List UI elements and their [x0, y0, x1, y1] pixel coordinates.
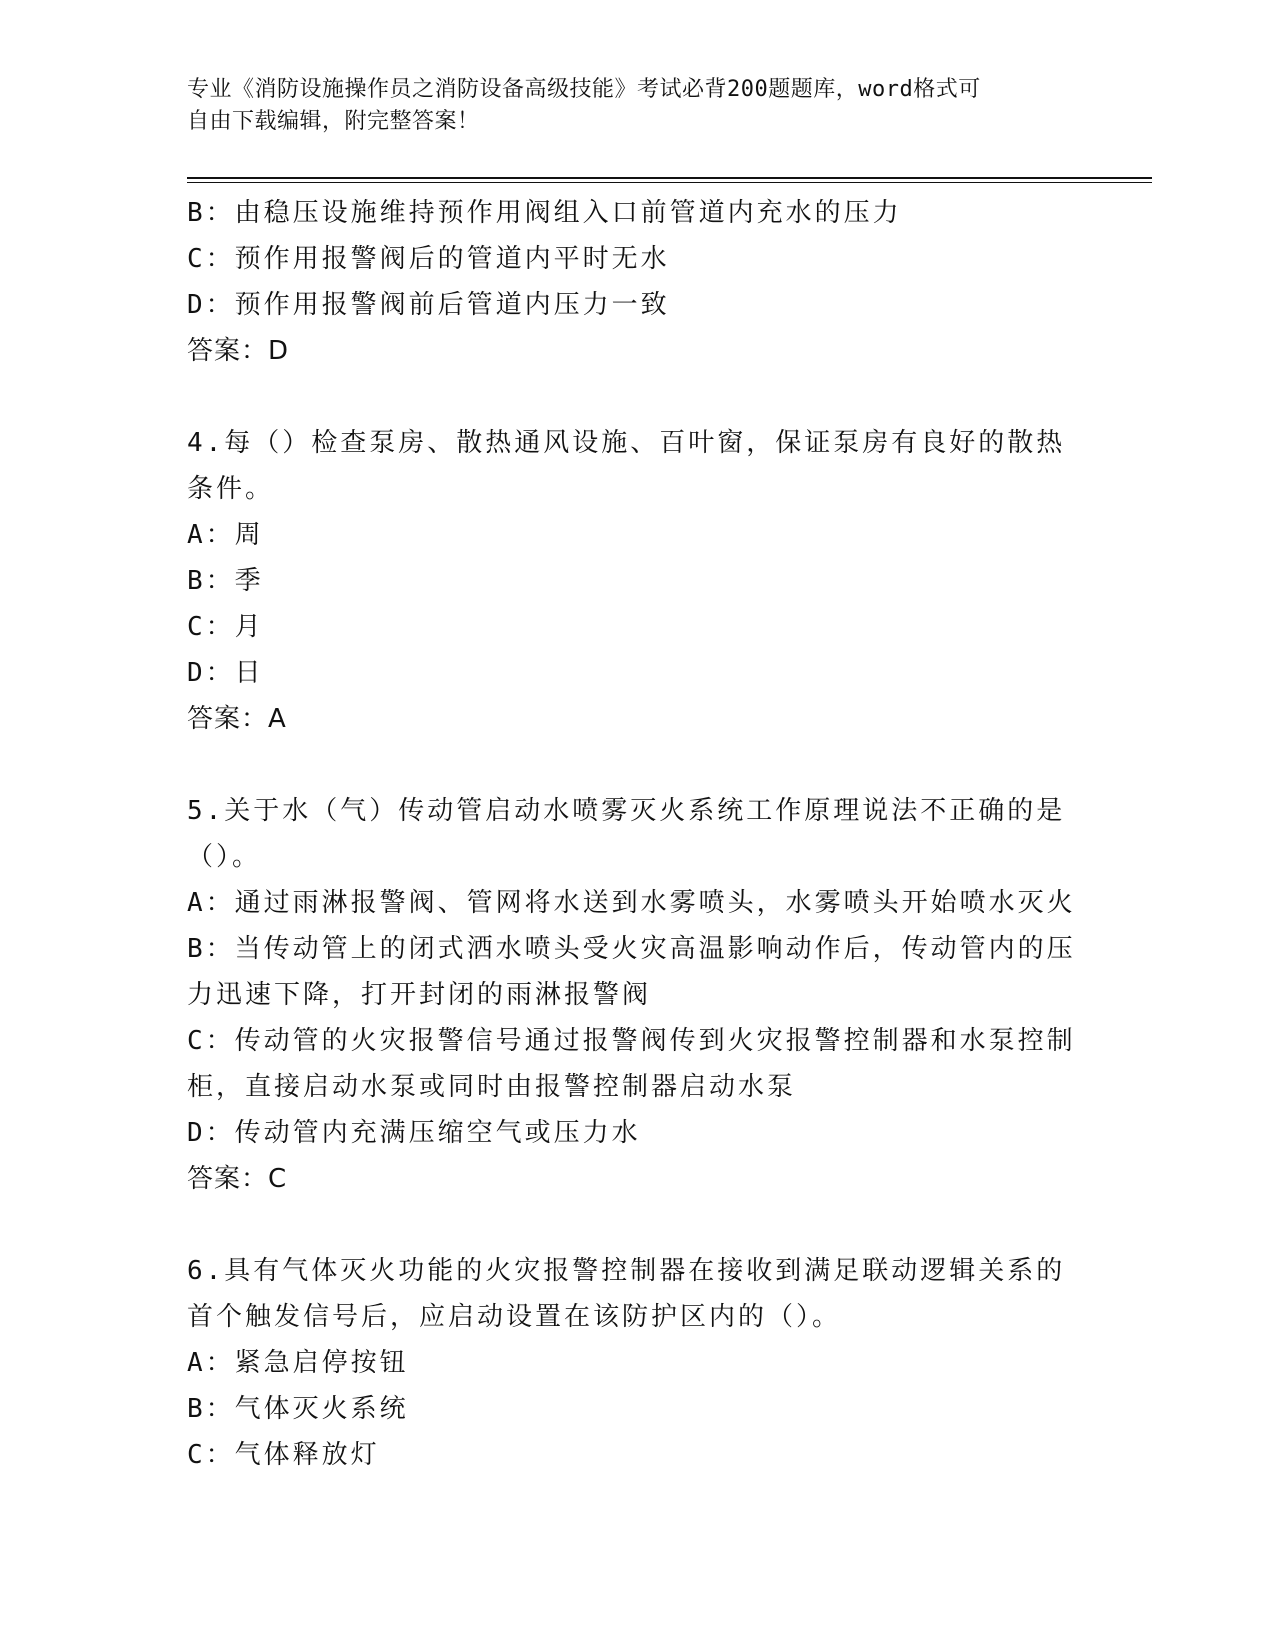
q4-stem-line-2: 条件。 — [187, 474, 275, 504]
q6-stem-line-1: 6.具有气体灭火功能的火灾报警控制器在接收到满足联动逻辑关系的 — [187, 1256, 1066, 1286]
spacer — [187, 1202, 1087, 1248]
question-4 — [187, 420, 1087, 742]
q5-option-c-line-1: C：传动管的火灾报警信号通过报警阀传到火灾报警控制器和水泵控制 — [187, 1026, 1076, 1056]
header-divider-thick — [187, 177, 1152, 179]
q5-option-d: D：传动管内充满压缩空气或压力水 — [187, 1118, 641, 1148]
q4-answer: 答案：A — [187, 704, 287, 734]
spacer — [187, 374, 1087, 420]
question-list — [187, 190, 1087, 1478]
q4-stem-line-1: 4.每（）检查泵房、散热通风设施、百叶窗，保证泵房有良好的散热 — [187, 428, 1066, 458]
q5-option-b-line-2: 力迅速下降，打开封闭的雨淋报警阀 — [187, 980, 652, 1010]
question-3-continued — [187, 190, 1087, 374]
q6-option-c: C：气体释放灯 — [187, 1440, 380, 1470]
q6-option-b: B：气体灭火系统 — [187, 1394, 409, 1424]
q6-stem-line-2: 首个触发信号后，应启动设置在该防护区内的（）。 — [187, 1302, 842, 1332]
header-line-1: 专业《消防设施操作员之消防设备高级技能》考试必背200题题库，word格式可 — [187, 77, 981, 102]
q3-option-d: D：预作用报警阀前后管道内压力一致 — [187, 290, 670, 320]
question-6 — [187, 1248, 1087, 1478]
q4-option-b: B：季 — [187, 566, 264, 596]
q5-answer: 答案：C — [187, 1164, 288, 1194]
q3-option-c: C：预作用报警阀后的管道内平时无水 — [187, 244, 670, 274]
q3-answer: 答案：D — [187, 336, 290, 366]
question-5 — [187, 788, 1087, 1202]
q6-option-a: A：紧急启停按钮 — [187, 1348, 409, 1378]
q4-option-d: D：日 — [187, 658, 264, 688]
spacer — [187, 742, 1087, 788]
header-line-2: 自由下载编辑，附完整答案！ — [187, 109, 480, 134]
q5-option-c-line-2: 柜，直接启动水泵或同时由报警控制器启动水泵 — [187, 1072, 797, 1102]
q4-option-c: C：月 — [187, 612, 264, 642]
q5-stem-line-2: （）。 — [187, 842, 262, 872]
q5-stem-line-1: 5.关于水（气）传动管启动水喷雾灭火系统工作原理说法不正确的是 — [187, 796, 1066, 826]
q4-option-a: A：周 — [187, 520, 264, 550]
q5-option-a: A：通过雨淋报警阀、管网将水送到水雾喷头，水雾喷头开始喷水灭火 — [187, 888, 1076, 918]
header-divider-thin — [187, 182, 1152, 183]
q3-option-b: B：由稳压设施维持预作用阀组入口前管道内充水的压力 — [187, 198, 902, 228]
document-header — [187, 74, 1067, 138]
q5-option-b-line-1: B：当传动管上的闭式洒水喷头受火灾高温影响动作后，传动管内的压 — [187, 934, 1076, 964]
